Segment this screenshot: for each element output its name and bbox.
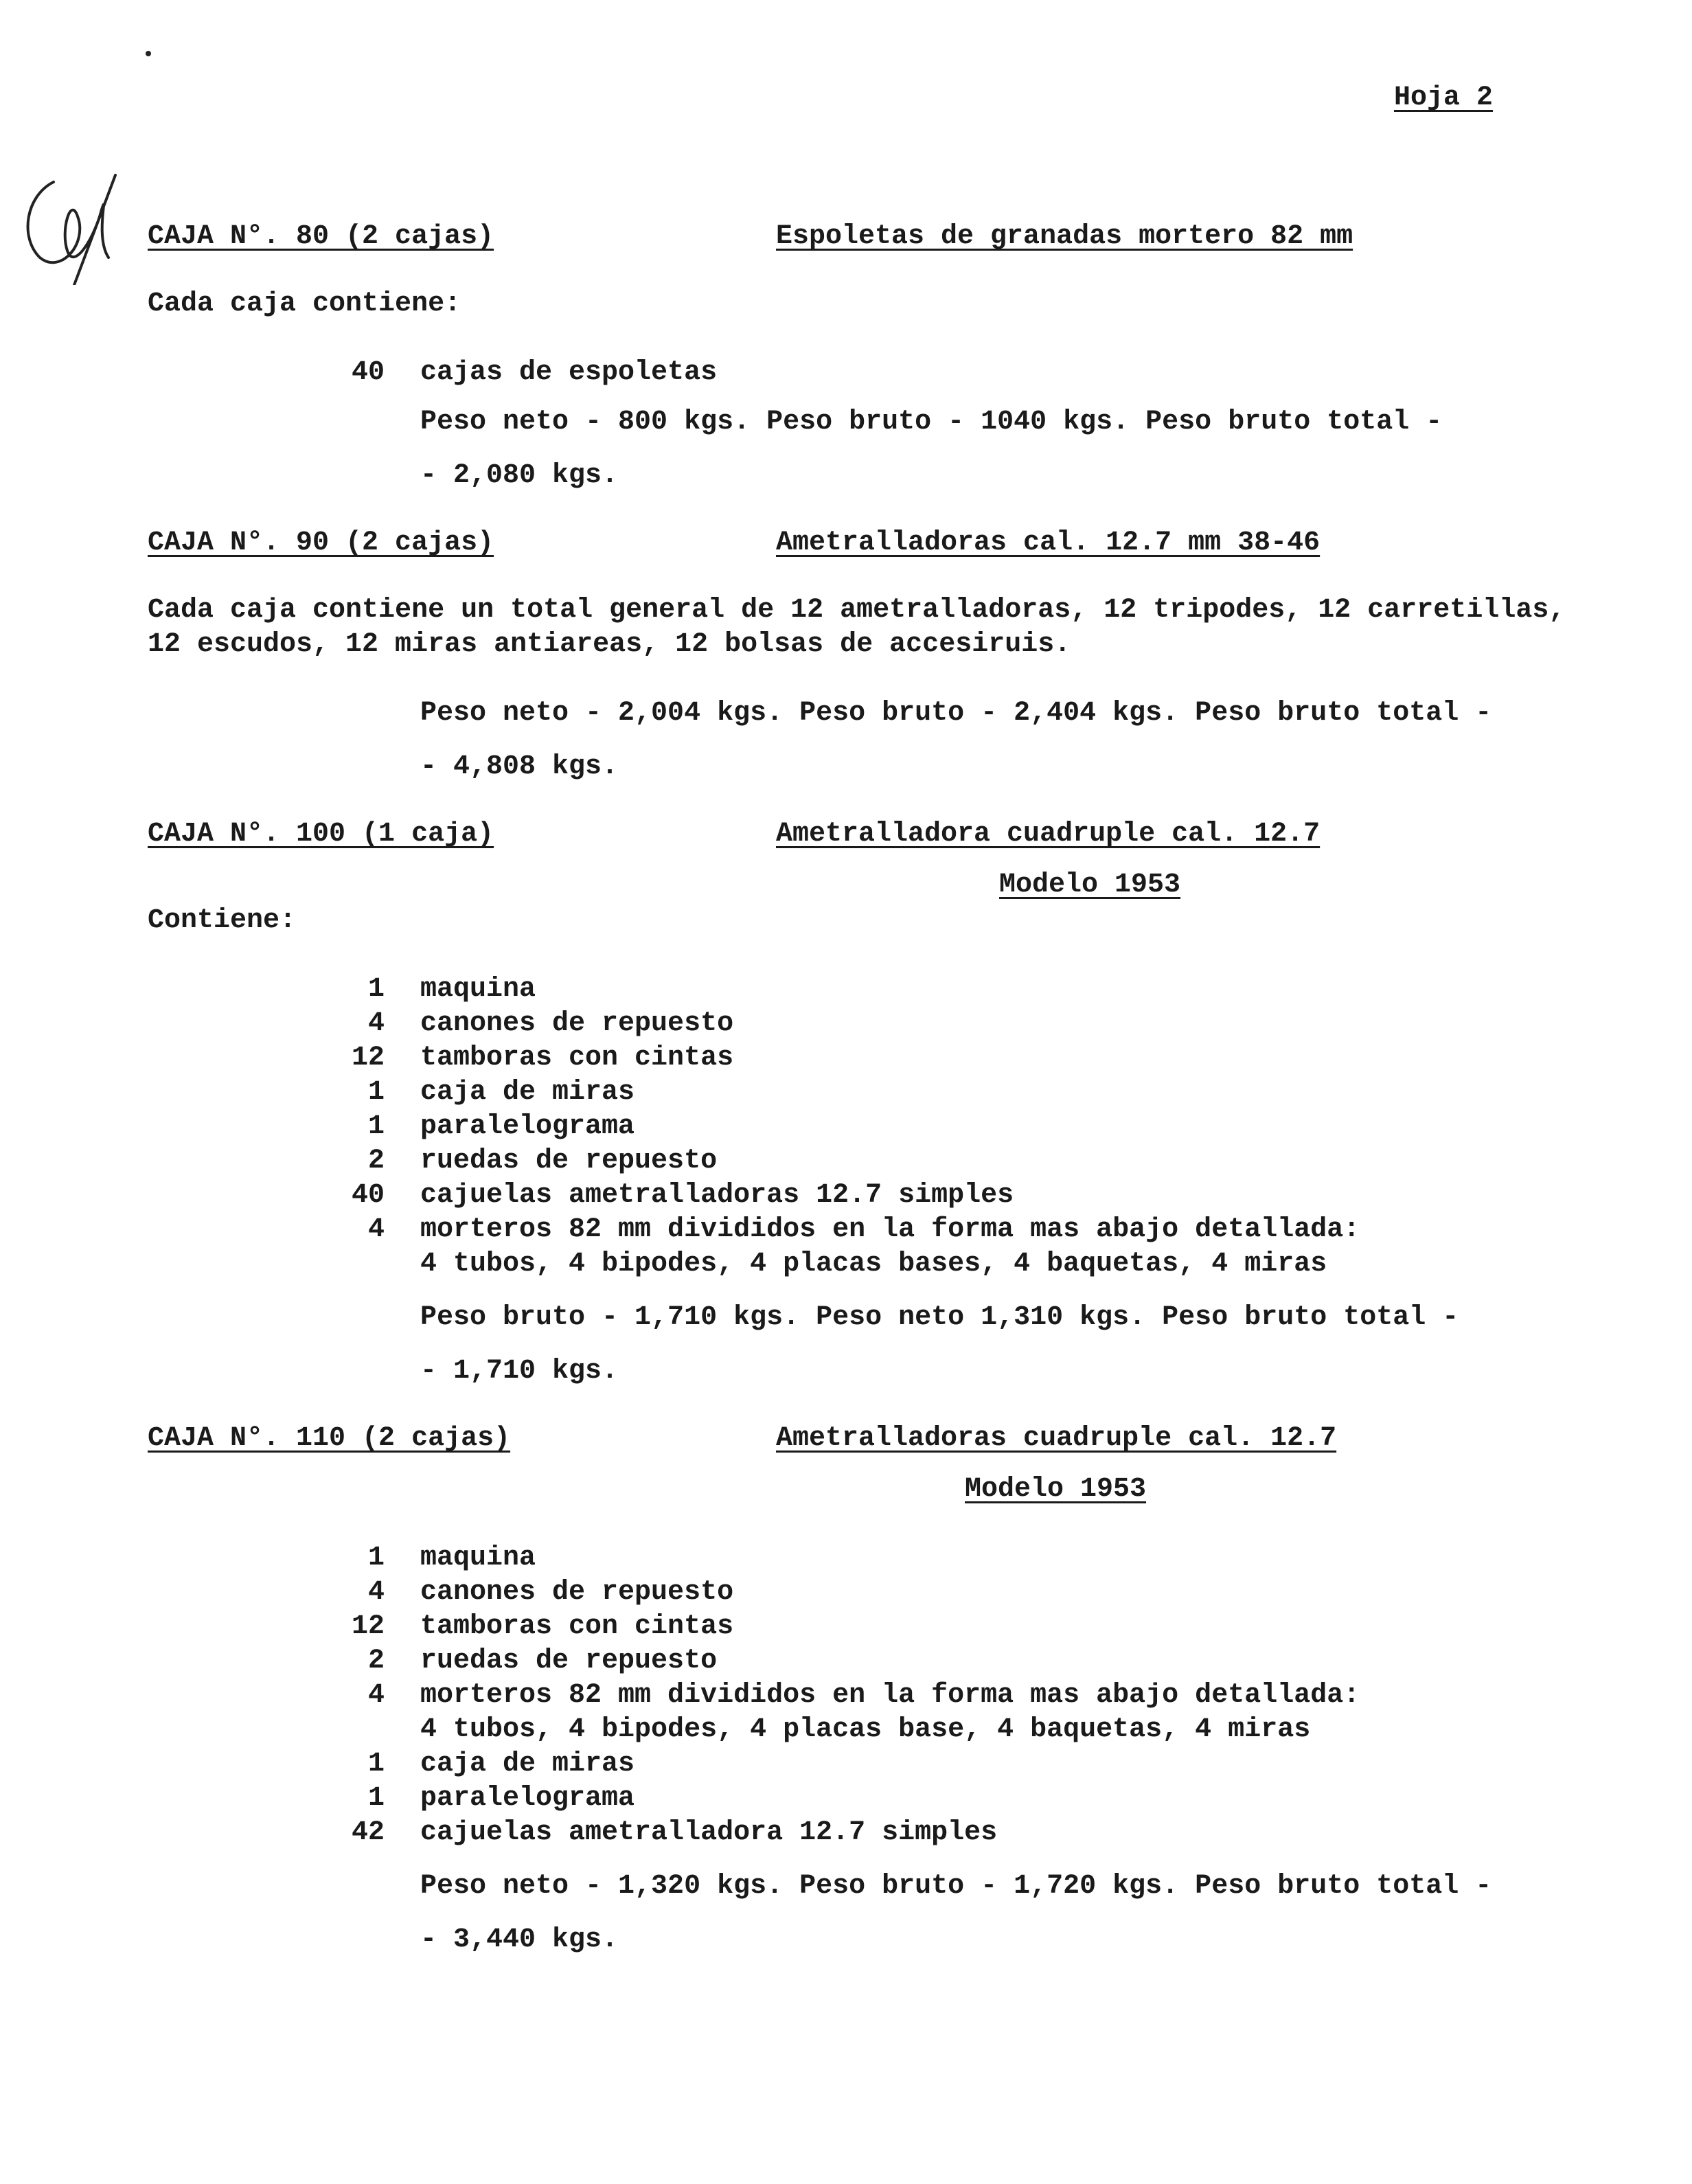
list-item [0, 1249, 1692, 1283]
section-80-weight-2: - 2,080 kgs. [420, 460, 619, 491]
item-qty: 1 [367, 1111, 385, 1142]
list-item [0, 1611, 1692, 1646]
section-110-box: CAJA N°. 110 (2 cajas) [148, 1423, 511, 1454]
item-qty: 1 [367, 1543, 385, 1573]
section-90-weight-1: Peso neto - 2,004 kgs. Peso bruto - 2,404 kgs. Peso bruto total - [420, 698, 1492, 729]
list-item [0, 357, 1692, 391]
list-item [0, 1146, 1692, 1180]
section-100-subtitle: Modelo 1953 [999, 869, 1181, 900]
item-qty: 1 [367, 1077, 385, 1108]
list-item [0, 1646, 1692, 1680]
section-90-intro-2: 12 escudos, 12 miras antiareas, 12 bolsas de accesiruis. [148, 629, 1071, 660]
item-qty: 1 [367, 974, 385, 1005]
list-item [0, 1714, 1692, 1749]
list-item [0, 1749, 1692, 1783]
list-item [0, 1111, 1692, 1146]
item-text: paralelograma [420, 1783, 635, 1814]
item-text: ruedas de repuesto [420, 1646, 718, 1676]
item-text: cajas de espoletas [420, 357, 718, 388]
section-100-weight-2: - 1,710 kgs. [420, 1356, 619, 1387]
item-text: tamboras con cintas [420, 1043, 734, 1073]
list-item [0, 974, 1692, 1008]
item-qty: 12 [351, 1611, 385, 1642]
item-qty: 42 [351, 1817, 385, 1848]
list-item [0, 1543, 1692, 1577]
section-100-title: Ametralladora cuadruple cal. 12.7 [776, 819, 1321, 850]
list-item [0, 1077, 1692, 1111]
section-90-title: Ametralladoras cal. 12.7 mm 38-46 [776, 527, 1321, 558]
item-qty: 4 [367, 1577, 385, 1608]
item-qty: 4 [367, 1008, 385, 1039]
section-90-intro-1: Cada caja contiene un total general de 12 ametralladoras, 12 tripodes, 12 carretillas, [148, 595, 1566, 626]
list-item [0, 1817, 1692, 1852]
item-qty: 40 [351, 357, 385, 388]
item-qty: 12 [351, 1043, 385, 1073]
item-text: 4 tubos, 4 bipodes, 4 placas base, 4 baquetas, 4 miras [420, 1714, 1311, 1745]
section-80-weight-1: Peso neto - 800 kgs. Peso bruto - 1040 kgs. Peso bruto total - [420, 407, 1443, 437]
item-text: 4 tubos, 4 bipodes, 4 placas bases, 4 baquetas, 4 miras [420, 1249, 1327, 1279]
item-qty: 4 [367, 1214, 385, 1245]
list-item [0, 1008, 1692, 1043]
section-100-box: CAJA N°. 100 (1 caja) [148, 819, 494, 850]
item-text: cajuelas ametralladoras 12.7 simples [420, 1180, 1014, 1211]
section-110-title: Ametralladoras cuadruple cal. 12.7 [776, 1423, 1337, 1454]
item-text: morteros 82 mm divididos en la forma mas abajo detallada: [420, 1214, 1360, 1245]
section-90-box: CAJA N°. 90 (2 cajas) [148, 527, 494, 558]
section-80-intro: Cada caja contiene: [148, 288, 461, 319]
list-item [0, 1214, 1692, 1249]
section-110-subtitle: Modelo 1953 [965, 1474, 1147, 1505]
list-item [0, 1680, 1692, 1714]
item-qty: 4 [367, 1680, 385, 1711]
handwritten-initials [12, 155, 143, 285]
item-qty: 2 [367, 1146, 385, 1176]
ink-dot [146, 51, 151, 56]
page-number: Hoja 2 [1394, 82, 1494, 113]
item-text: morteros 82 mm divididos en la forma mas abajo detallada: [420, 1680, 1360, 1711]
item-text: cajuelas ametralladora 12.7 simples [420, 1817, 998, 1848]
section-90-weight-2: - 4,808 kgs. [420, 751, 619, 782]
section-100-intro: Contiene: [148, 905, 297, 936]
item-text: caja de miras [420, 1077, 635, 1108]
item-qty: 1 [367, 1749, 385, 1779]
section-80-box: CAJA N°. 80 (2 cajas) [148, 221, 494, 252]
section-100-weight-1: Peso bruto - 1,710 kgs. Peso neto 1,310 kgs. Peso bruto total - [420, 1302, 1459, 1333]
item-qty: 1 [367, 1783, 385, 1814]
item-text: paralelograma [420, 1111, 635, 1142]
section-80-title: Espoletas de granadas mortero 82 mm [776, 221, 1353, 252]
item-text: caja de miras [420, 1749, 635, 1779]
item-text: maquina [420, 1543, 536, 1573]
section-110-weight-2: - 3,440 kgs. [420, 1924, 619, 1955]
list-item [0, 1783, 1692, 1817]
item-text: maquina [420, 974, 536, 1005]
section-110-weight-1: Peso neto - 1,320 kgs. Peso bruto - 1,720 kgs. Peso bruto total - [420, 1871, 1492, 1902]
item-text: ruedas de repuesto [420, 1146, 718, 1176]
item-qty: 40 [351, 1180, 385, 1211]
item-text: canones de repuesto [420, 1008, 734, 1039]
item-qty: 2 [367, 1646, 385, 1676]
list-item [0, 1577, 1692, 1611]
item-text: canones de repuesto [420, 1577, 734, 1608]
list-item [0, 1043, 1692, 1077]
list-item [0, 1180, 1692, 1214]
item-text: tamboras con cintas [420, 1611, 734, 1642]
